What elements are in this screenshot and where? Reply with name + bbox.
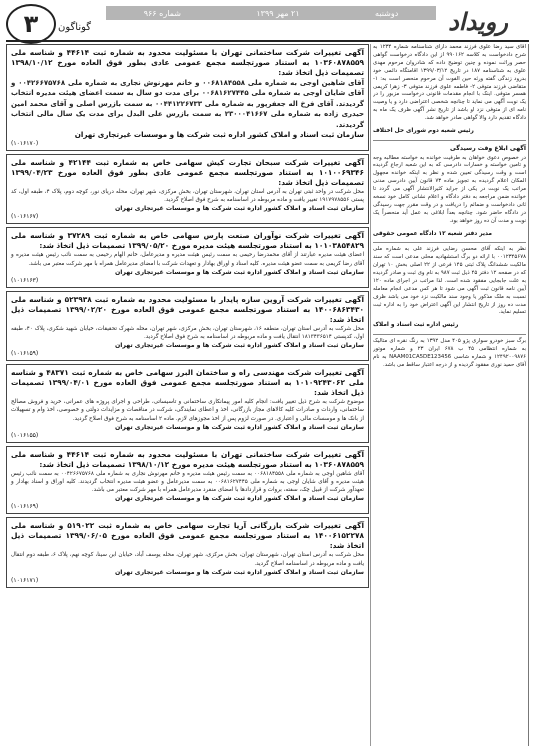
notice-box <box>6 154 369 224</box>
notice-code: (۱۰۱۶۱۷۰) <box>11 140 39 148</box>
notice-code: (۱۰۱۶۱۷۱) <box>11 576 39 584</box>
sidebar-notice-text: برگ سبز خودرو سواری پژو ۴۰۵ مدل ۱۳۹۲ به رنگ نقره ای متالیک به شماره انتظامی ۴۵ ب ۶۷۸ ایران ۲۳ و شماره موتور ۱۲۴۹۲۰۰۹۸۷۶ و شماره شاسی NAAM01CA5DE123456 به نام آقای حمید نوری مفقود گردیده و از درجه اعتبار ساقط می باشد. <box>373 337 526 368</box>
notice-title: آگهی تغییرات شرکت مهندسی راه و ساختمان البرز سهامی خاص به شماره ثبت ۴۸۳۷۱ و شناسه ملی ۱۰۱۰۹۲۴۳۰۶۲ به استناد صورتجلسه مجمع عمومی فوق العاده مورخ ۱۳۹۹/۰۴/۰۱ تصمیمات ذیل اتخاذ شد: <box>11 368 364 398</box>
notice-signature: سازمان ثبت اسناد و املاک کشور اداره ثبت شرکت ها و موسسات غیرتجاری تهران <box>114 205 364 213</box>
sidebar-notice-signature: رئیس شعبه دوم شورای حل اختلاف <box>373 128 474 135</box>
notice-signature: سازمان ثبت اسناد و املاک کشور اداره ثبت شرکت ها و موسسات غیرتجاری تهران <box>74 130 364 140</box>
notice-body: موضوع شرکت به شرح ذیل تغییر یافت: انجام کلیه امور پیمانکاری ساختمانی و تاسیساتی، طراحی و اجرای پروژه های عمرانی، خرید و فروش مصالح ساختمانی، واردات و صادرات کلیه کالاهای مجاز بازرگانی، اخذ و اعطای نمایندگی، شرکت در مناقصات و مزایدات دولتی و خصوصی، اخذ وام و تسهیلات از بانک ها و موسسات مالی و اعتباری. در صورت لزوم پس از اخذ مجوزهای لازم. ماده ۲ اساسنامه به شرح فوق اصلاح گردید. <box>11 399 364 422</box>
notice-signature: سازمان ثبت اسناد و املاک کشور اداره ثبت شرکت ها و موسسات غیرتجاری تهران <box>114 495 364 503</box>
sidebar-notice-signature: مدیر دفتر شعبه ۱۲ دادگاه عمومی حقوقی <box>373 230 492 237</box>
sidebar-notice-heading: آگهی ابلاغ وقت رسیدگی <box>450 144 526 152</box>
notice-title: آگهی تغییرات شرکت نوآوران صنعت پارس سهامی خاص به شماره ثبت ۳۷۲۸۹ و شناسه ملی ۱۰۱۰۳۸۵۴۸۲۹ به استناد صورتجلسه هیئت مدیره مورخ ۱۳۹۹/۰۵/۲۰ تصمیمات ذیل اتخاذ شد: <box>11 231 364 251</box>
sidebar-notice-text: در خصوص دعوی خواهان به طرفیت خوانده به خواسته مطالبه وجه و تامین خواسته و خسارات دادرسی که به این شعبه ارجاع گردیده است و وقت رسیدگی تعیین شده و نظر به اینکه خوانده مجهول المکان اعلام گردیده به تجویز ماده ۷۳ قانون آیین دادرسی مدنی مراتب یک نوبت در یکی از جراید کثیرالانتشار آگهی می گردد تا خوانده ضمن مراجعه به دفتر دادگاه و اعلام نشانی کامل خود نسخه ثانی دادخواست و ضمائم را دریافت و در وقت مقرر جهت رسیدگی در دادگاه حاضر شود. چنانچه بعداً ابلاغی به عمل آید منحصراً یک نوبت و مدت آن ده روز خواهد بود. <box>373 154 526 224</box>
notice-body: محل شرکت به آدرس استان تهران، شهرستان تهران، بخش مرکزی، شهر تهران، محله یوسف آباد، خیابان ابن سینا، کوچه نهم، پلاک ۶، طبقه دوم انتقال یافت و ماده مربوطه در اساسنامه اصلاح گردید. <box>11 552 364 567</box>
notice-body: محل شرکت به آدرس استان تهران، منطقه ۱۶، شهرستان تهران، بخش مرکزی، شهر تهران، محله شهرک تحقیقات، خیابان شهید شکری، پلاک ۴۰، طبقه اول، کدپستی ۱۸۱۳۴۳۶۵۱۴ انتقال یافت و ماده مربوطه در اساسنامه به شرح فوق اصلاح گردید. <box>11 325 364 341</box>
issue-info-strip <box>106 6 436 20</box>
notice-box <box>6 446 369 515</box>
notice-code: (۱۰۱۶۱۶۹) <box>11 503 39 511</box>
notice-signature: سازمان ثبت اسناد و املاک کشور اداره ثبت شرکت ها و موسسات غیرتجاری تهران <box>114 268 364 276</box>
notice-body: محل شرکت در واحد ثبتی تهران به آدرس استان تهران، شهرستان تهران، بخش مرکزی، شهر تهران، محله دریای نور، کوچه دوم، پلاک ۴، طبقه اول، کد پستی ۱۹۱۷۹۷۸۵۵۶ تغییر یافت و ماده مربوطه در اساسنامه به شرح فوق اصلاح گردید. <box>11 189 364 204</box>
issue-number: شماره ۹۶۶ <box>143 8 181 18</box>
sidebar-separator <box>373 242 526 243</box>
notices-column <box>6 44 369 746</box>
sidebar-notice-signature: رئیس اداره ثبت اسناد و املاک <box>373 322 459 329</box>
notice-signature: سازمان ثبت اسناد و املاک کشور اداره ثبت شرکت ها و موسسات غیرتجاری تهران <box>114 423 364 431</box>
section-label: گوناگون <box>58 22 92 33</box>
issue-day: دوشنبه <box>375 8 399 18</box>
notice-code: (۱۰۱۶۱۵۹) <box>11 350 39 358</box>
notice-title: آگهی تغییرات شرکت سبحان تجارت کیش سهامی خاص به شماره ثبت ۴۲۱۴۴ و شناسه ملی ۱۰۱۰۰۶۹۳۴۶ به استناد صورتجلسه مجمع عمومی عادی بطور فوق العاده مورخ ۱۳۹۹/۰۴/۲۳ تصمیمات ذیل اتخاذ شد: <box>11 158 364 188</box>
sidebar-separator <box>373 334 526 335</box>
notice-title: آگهی تغییرات شرکت ساختمانی تهران با مسئولیت محدود به شماره ثبت ۴۴۶۱۴ و شناسه ملی ۱۰۳۶۰۸۷۸۵۵۹ به استناد صورتجلسه هیئت مدیره مورخ ۱۳۹۸/۱۰/۱۲ تصمیمات ذیل اتخاذ شد: <box>11 449 364 469</box>
notice-box <box>6 517 369 587</box>
notice-title: آگهی تغییرات شرکت ساختمانی تهران با مسئولیت محدود به شماره ثبت ۴۴۶۱۴ و شناسه ملی ۱۰۳۶۰۸۷۸۵۵۹ به استناد صورتجلسه مجمع عمومی عادی بطور فوق العاده مورخ ۱۳۹۸/۱۰/۱۲ تصمیمات ذیل اتخاذ شد: <box>11 48 364 77</box>
sidebar-separator <box>373 140 526 141</box>
notice-body: آقای شاهین اوجی به شماره ملی ۰۰۶۸۱۸۴۵۵۸ و خانم مهرنوش نجاری به شماره ملی ۰۰۴۲۶۶۷۵۷۶۸ و آقای شایان اوجی به شماره ملی ۰۰۶۸۱۶۲۷۴۴۵ برای مدت دو سال به سمت اعضای هیئت مدیره انتخاب گردیدند. آقای فرخ اله جعفرپور به شماره ملی ۰۰۴۴۱۲۲۶۷۳۳ به سمت بازرس اصلی و آقای محمد امین حیدری زاده به شماره ملی ۲۳۰۰۰۴۱۶۶۷ به سمت بازرس علی البدل برای مدت یک سال مالی انتخاب گردیدند. <box>11 79 364 129</box>
notice-box <box>6 291 369 361</box>
column-divider <box>370 44 371 746</box>
newspaper-logo: رویداد <box>448 6 508 36</box>
notice-signature: سازمان ثبت اسناد و املاک کشور اداره ثبت شرکت ها و موسسات غیرتجاری تهران <box>114 568 364 576</box>
notice-body: اعضای هیئت مدیره عبارتند از آقای محمدرضا رحیمی به سمت رئیس هیئت مدیره و مدیرعامل، خانم الهام رحیمی به سمت نائب رئیس هیئت مدیره و آقای رضا کریمی به سمت عضو هیئت مدیره. کلیه اسناد و اوراق بهادار و تعهدات شرکت با امضای مدیرعامل همراه با مهر شرکت معتبر می باشد. <box>11 252 364 267</box>
page-number: ۳ <box>6 4 56 44</box>
notice-box <box>6 44 369 151</box>
notice-box <box>6 227 369 287</box>
page-header <box>6 4 529 40</box>
sidebar-notice-text: آقای سید رضا علوی فرزند محمد دارای شناسنامه شماره ۱۲۳۴ به شرح دادخواست به کلاسه ۹۹۰۱۶۲ از این دادگاه درخواست گواهی حصر وراثت نموده و چنین توضیح داده که شادروان مرحوم مهدی علوی به شناسنامه ۱۸۷ در تاریخ ۱۳۹۹/۰۳/۱۲ اقامتگاه دائمی خود بدرود زندگی گفته ورثه حین الفوت آن مرحوم منحصر است به: ۱- متقاضی فرزند متوفی ۲- فاطمه علوی فرزند متوفی ۳- زهرا کریمی همسر متوفی. اینک با انجام مقدمات قانونی درخواست مزبور را در یک نوبت آگهی می نماید تا چنانچه شخصی اعتراضی دارد و یا وصیت نامه ای از متوفی نزد او باشد از تاریخ نشر آگهی ظرف یک ماه به دادگاه تقدیم دارد والا گواهی صادر خواهد شد. <box>373 44 527 122</box>
sidebar-column <box>373 44 529 746</box>
notice-code: (۱۰۱۶۱۶۷) <box>11 213 39 221</box>
issue-date: ۲۱ مهر ۱۳۹۹ <box>256 8 300 18</box>
notice-signature: سازمان ثبت اسناد و املاک کشور اداره ثبت شرکت ها و موسسات غیرتجاری تهران <box>114 342 364 350</box>
notice-title: آگهی تغییرات شرکت آروین سازه پایدار با مسئولیت محدود به شماره ثبت ۵۲۳۹۳۸ و شناسه ملی ۱۴۰۰۶۸۶۳۴۳۰ به استناد صورتجلسه مجمع عمومی فوق العاده مورخ ۱۳۹۹/۰۲/۲۰ تصمیمات ذیل اتخاذ شد: <box>11 294 364 324</box>
sidebar-notice-text: نظر به اینکه آقای محسن رضایی فرزند علی به شماره ملی ۰۰۱۲۳۴۵۶۷۸ با ارائه دو برگ استشهادیه محلی مدعی است که سند مالکیت ششدانگ پلاک ثبتی ۱۴۵ فرعی از ۲۲ اصلی بخش ۱۰ تهران که در صفحه ۱۲ دفتر ۴۵ ذیل ثبت ۹۸۷ به نام وی ثبت و صادر گردیده به علت جابجایی مفقود شده است. لذا مراتب در اجرای ماده ۱۲۰ آیین نامه قانون ثبت آگهی می شود تا هر کس مدعی انجام معامله نسبت به ملک مذکور یا وجود سند مالکیت نزد خود می باشد ظرف مدت ده روز از تاریخ انتشار این آگهی اعتراض خود را به اداره ثبت تسلیم نماید. <box>373 246 527 316</box>
header-rule <box>6 40 529 42</box>
notice-title: آگهی تغییرات شرکت بازرگانی آریا تجارت سهامی خاص به شماره ثبت ۵۱۹۰۲۲ و شناسه ملی ۱۴۰۰۶۱۵۲۲۷۸ به استناد صورتجلسه مجمع عمومی فوق العاده مورخ ۱۳۹۹/۰۶/۰۵ تصمیمات ذیل اتخاذ شد: <box>11 521 364 551</box>
notice-box <box>6 364 369 443</box>
notice-code: (۱۰۱۶۱۶۳) <box>11 276 39 284</box>
notice-body: آقای شاهین اوجی به شماره ملی ۰۰۶۸۱۸۴۵۵۸ به سمت رئیس هیئت مدیره و خانم مهرنوش نجاری به شماره ملی ۰۰۴۲۶۶۷۵۷۶۸ به سمت نائب رئیس هیئت مدیره و آقای شایان اوجی به شماره ملی ۰۰۶۸۱۶۲۷۴۴۵ به سمت مدیرعامل و عضو هیئت مدیره انتخاب گردیدند. کلیه اوراق و اسناد بهادار و تعهدآور شرکت از قبیل چک، سفته، بروات و قراردادها با امضای منفرد مدیرعامل همراه با مهر شرکت معتبر می باشد. <box>11 470 364 494</box>
notice-code: (۱۰۱۶۱۵۵) <box>11 431 39 439</box>
